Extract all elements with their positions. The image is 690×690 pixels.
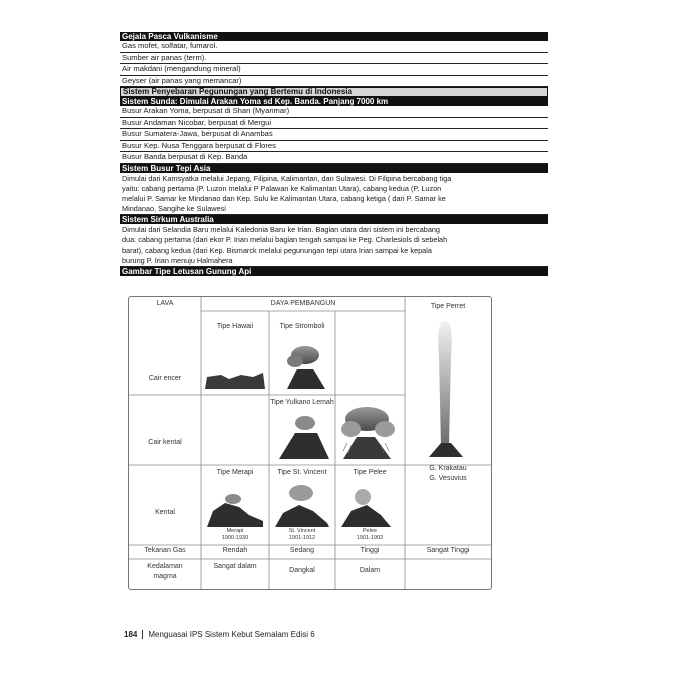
header-daya-pembangun: DAYA PEMBANGUN (270, 300, 336, 307)
book-title: Menguasai IPS Sistem Kebut Semalam Edisi 6 (148, 630, 315, 639)
tekanan-value: Tinggi (360, 547, 380, 554)
type-stromboli-label: Tipe Stromboli (279, 323, 325, 330)
paragraph-australia (120, 224, 548, 267)
kedalaman-magma-label: Kedalaman magma (147, 563, 183, 580)
text-line: Busur Banda berpusat di Kep. Banda (120, 152, 548, 164)
section-title-sunda: Sistem Sunda: Dimulai Arakan Yoma sd Kep. Banda. Panjang 7000 km (120, 97, 548, 106)
yulkano-volcano-icon (279, 416, 329, 459)
header-lava: LAVA (156, 300, 174, 307)
type-vincent-label: Tipe St. Vincent (277, 469, 327, 476)
text-line: Dimulai dari Kamsyatka melalui Jepang, Filipina, Kalimantan, dan Sulawesi. Di Filipina bercabang tiga (122, 173, 452, 183)
row-label-cair-kental: Cair kental (148, 439, 182, 446)
eruption-types-figure (128, 296, 492, 590)
text-line: Gas mofet, solfatar, fumarol. (120, 41, 548, 53)
text-line: yaitu: cabang pertama (P. Luzon melalui P Palawan ke Kalimantan Utara), cabang kedua (P. Luzon (122, 183, 442, 193)
text-line: Mindanao, Sangihe ke Sulawesi (122, 204, 226, 214)
text-line: barat), cabang kedua (dari Kep. Bismarck melalui pegunungan tepi utara Irian sampai ke kepala (122, 245, 432, 255)
section-title-australia: Sistem Sirkum Australia (120, 215, 548, 224)
stromboli-volcano-icon (287, 346, 325, 389)
pelee-years: 1901-1902 (356, 535, 384, 541)
row-label-cair-encer: Cair encer (148, 375, 182, 382)
paragraph-asia (120, 173, 548, 216)
document-body (120, 32, 548, 276)
text-line: Busur Sumatera-Jawa, berpusat di Anambas (120, 129, 548, 141)
text-line: Sumber air panas (term). (120, 53, 548, 65)
text-line: Dimulai dari Selandia Baru melalui Kaledonia Baru ke Irian. Bagian utara dari sistem ini bercabang (122, 225, 440, 235)
page-number: 184 (124, 630, 138, 639)
pelee-name: Pelee (362, 528, 378, 534)
tekanan-value: Rendah (222, 547, 248, 554)
footer-separator (142, 630, 143, 639)
page-footer (124, 630, 315, 639)
vulcanian-cloud-volcano-icon (341, 407, 395, 459)
text-line: Busur Andaman Nicobar, berpusat di Mergui (120, 118, 548, 130)
tekanan-value: Sangat Tinggi (426, 547, 470, 554)
perret-volcano-icon (429, 321, 463, 457)
vincent-years: 1901-1912 (288, 535, 316, 541)
kedalaman-value: Dangkal (289, 567, 315, 574)
pelee-volcano-icon (341, 489, 391, 527)
section-title-asia: Sistem Busur Tepi Asia (120, 164, 548, 173)
text-line: Geyser (air panas yang memancar) (120, 76, 548, 88)
example-krakatau: G. Krakatau (429, 465, 467, 472)
merapi-name: Merapi (226, 528, 244, 534)
tekanan-value: Sedang (289, 547, 315, 554)
text-line: Air makdani (mengandung mineral) (120, 64, 548, 76)
kedalaman-value: Sangat dalam (213, 563, 257, 570)
merapi-years: 1900-1930 (221, 535, 249, 541)
section-title-gambar: Gambar Tipe Letusan Gunung Api (120, 267, 548, 276)
text-line: melalui P. Samar ke Mindanao dan Kep. Sulu ke Kalimantan Utara, cabang ketiga ( dari P. Samar ke (122, 193, 446, 203)
kedalaman-value: Dalam (359, 567, 381, 574)
section-title-penyebaran: Sistem Penyebaran Pegunungan yang Bertemu di Indonesia (120, 87, 548, 97)
type-merapi-label: Tipe Merapi (216, 469, 254, 476)
hawaii-volcano-icon (205, 373, 265, 389)
type-pelee-label: Tipe Pelee (353, 469, 387, 476)
text-line: Busur Kep. Nusa Tenggara berpusat di Flores (120, 141, 548, 153)
type-yulkano-label: Tipe Yulkano Lemah (270, 399, 334, 406)
tekanan-gas-label: Tekanan Gas (144, 547, 186, 554)
section-title-pasca: Gejala Pasca Vulkanisme (120, 32, 548, 41)
merapi-volcano-icon (207, 494, 263, 527)
vincent-volcano-icon (275, 485, 329, 527)
row-label-kental: Kental (155, 509, 175, 516)
text-line: dua: cabang pertama (dari ekor P. Irian melalui bagian tengah sampai ke Peg. Charlesiols di sebelah (122, 235, 448, 245)
example-vesuvius: G. Vesuvius (429, 475, 467, 482)
text-line: Busur Arakan Yoma, berpusat di Shan (Myanmar) (120, 106, 548, 118)
vincent-name: St. Vincent (288, 528, 316, 534)
type-hawaii-label: Tipe Hawaii (216, 323, 254, 330)
type-perret-label: Tipe Perret (430, 303, 466, 310)
text-line: burung P. Irian menuju Halmahera (122, 255, 233, 265)
